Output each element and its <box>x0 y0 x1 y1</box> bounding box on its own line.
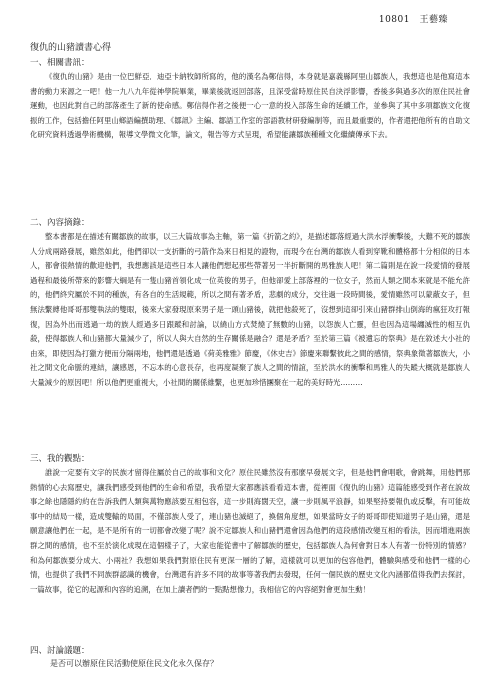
section-body-book-info: 《復仇的山豬》是由一位巴鮮亞．迪亞卡納牧師所寫的，他的漢名為鄭信得，本身就是嘉義縣阿里山鄒族人，我想這也是他寫這本書的動力來源之一吧！他一九八九年從神學院畢業，畢業後就返回部落，且深受當時原住民自決浮影響，香後多與過多次的原住民社會運動，也因此對自己的部落產生了新的使命感。鄭信得作者之後便一心一意的投入部落生命的延續工作，並參與了其中多項鄒族文化復振的工作，包括擔任阿里山鄉語編撰助理、《鄒訊》主編、鄒語工作室的部語教材研發編制等，而且最重要的，作者還把他所有的自助文化研究資料透過學術機構，報導文學微文化筆，論文，報告等方式呈現，希望能讓鄒族種種文化繼續傳承下去。 <box>30 72 470 140</box>
section-heading-summary: 二、內容摘錄： <box>30 218 90 228</box>
document-title: 復仇的山豬讀書心得 <box>30 43 112 53</box>
section-body-summary: 整本書都是在描述有關鄒族的故事，以三大篇故事為主軸，第一篇《折箭之約》，是描述鄒落經過大洪水浮衝擊後，大難不死的鄒族人分成兩路發展，雖然如此，他們卻以一支折斷的弓箭作為來日相見的證物，而現今在台灣的鄒族人看到穿靴和體格都十分相似的日本人，都會很熱情的歡迎他們，我想應該是這些日本人讓他們想起那些帶著另一半折斷開的馬雅族人吧！第二篇則是在說一段愛情的發展過程和最後所帶來的影響大綱是有一隻山豬首領化成一位英俊的男子，但他卻愛上部落裡的一位女子，然而人類之間本來就是不能允許的，他們終究屬於不同的種族，有各自的生活規範，所以之間有著矛盾，悲劇的成分，交往過一段時間後，愛情雖然可以蒙蔽女子，但無法繫縛他哥哥那雙執法的雙眼，後來大家發現原來男子是一頭山豬後，就把他殺死了，沒想到這卻引來山豬群排山倒海的瘋狂攻打報復，因為外出而逃過一劫的族人經過多日跟蹤和討論，以繞山方式焚燒了無數的山豬，以怨族人亡靈，但也因為這場纏滅性的相互仇殺，使得鄒族人和山豬都大量減少了，所以人與大自然的生存關係是融合？還是矛盾？至於第三篇《被遺忘的祭典》是在敘述大小社的由來，即使因為打獵方便而分隔兩地，他們還是透過《荷美雅雅》節慶，《休史吉》節慶來聯繫彼此之間的感情，祭典象徵著鄒族大，小社之間文化命脈的連結，讓感恩，不忘本的心意長存，也再度凝聚了族人之間的情誼，至於洪水的衝擊和馬雅人的失蹤大概就是鄒族人大量減少的原因吧！所以他們更重視大，小社間的關係維繫，也更加珍惜團聚在一起的美好時光……… <box>30 232 470 387</box>
section-heading-my-view: 三、我的觀點： <box>30 454 90 464</box>
student-id-name: 10801 王藝臻 <box>378 15 448 25</box>
discussion-question: 是否可以辦原住民活動使原住民文化永久保存？ <box>50 659 218 668</box>
section-heading-discussion: 四、討論議題： <box>30 646 90 656</box>
section-body-my-view: 誰說一定要有文字的民族才留得住屬於自己的故事和文化？原住民雖然沒有那麼早發展文字，但是他們會唱歌，會跳舞，用他們那熱情的心去寫歷史，讓我們感受到他們的生命和希望，我希望大家都應該看看這本書，從裡面《復仇的山豬》這篇能感受到作者在說故事之餘也隱隱約約在告訴我們人類與萬物應該要互相包容，這一步則海闊天空，讓一步則風平浪靜，如果堅持要報仇或反擊，有可能故事中的結局一樣，造成雙輸的局面，不僅部族人受了，連山豬也滅絕了，換個角度想，如果當時女子的哥哥即使知道男子是山豬，還是願意讓他們在一起，是不是所有的一切都會改變了呢？說不定鄒族人和山豬們還會因為他們的這段感情改變互相的看法，因而增進兩族群之間的感情，也不至於演化成現在這個樣子了，大家也能從書中了解鄒族的歷史，包括鄒族人為何會對日本人有著一份特別的情感？和為何鄒族要分成大、小兩社？我想如果我們對原住民有更深一層的了解，這樣就可以更加的包容他們，體驗與感受和他們一樣的心情，也提供了我們不同族群認識的機會，台灣還有許多不同的故事等著我們去發現，任何一個民族的歷史文化內涵都值得我們去探討，一篇故事，從它的起源和內容的追溯，在加上讀者們的一點點想像力，我相信它的內容絕對會更加生動！ <box>30 468 470 594</box>
section-heading-book-info: 一、相關書訊： <box>30 58 90 68</box>
